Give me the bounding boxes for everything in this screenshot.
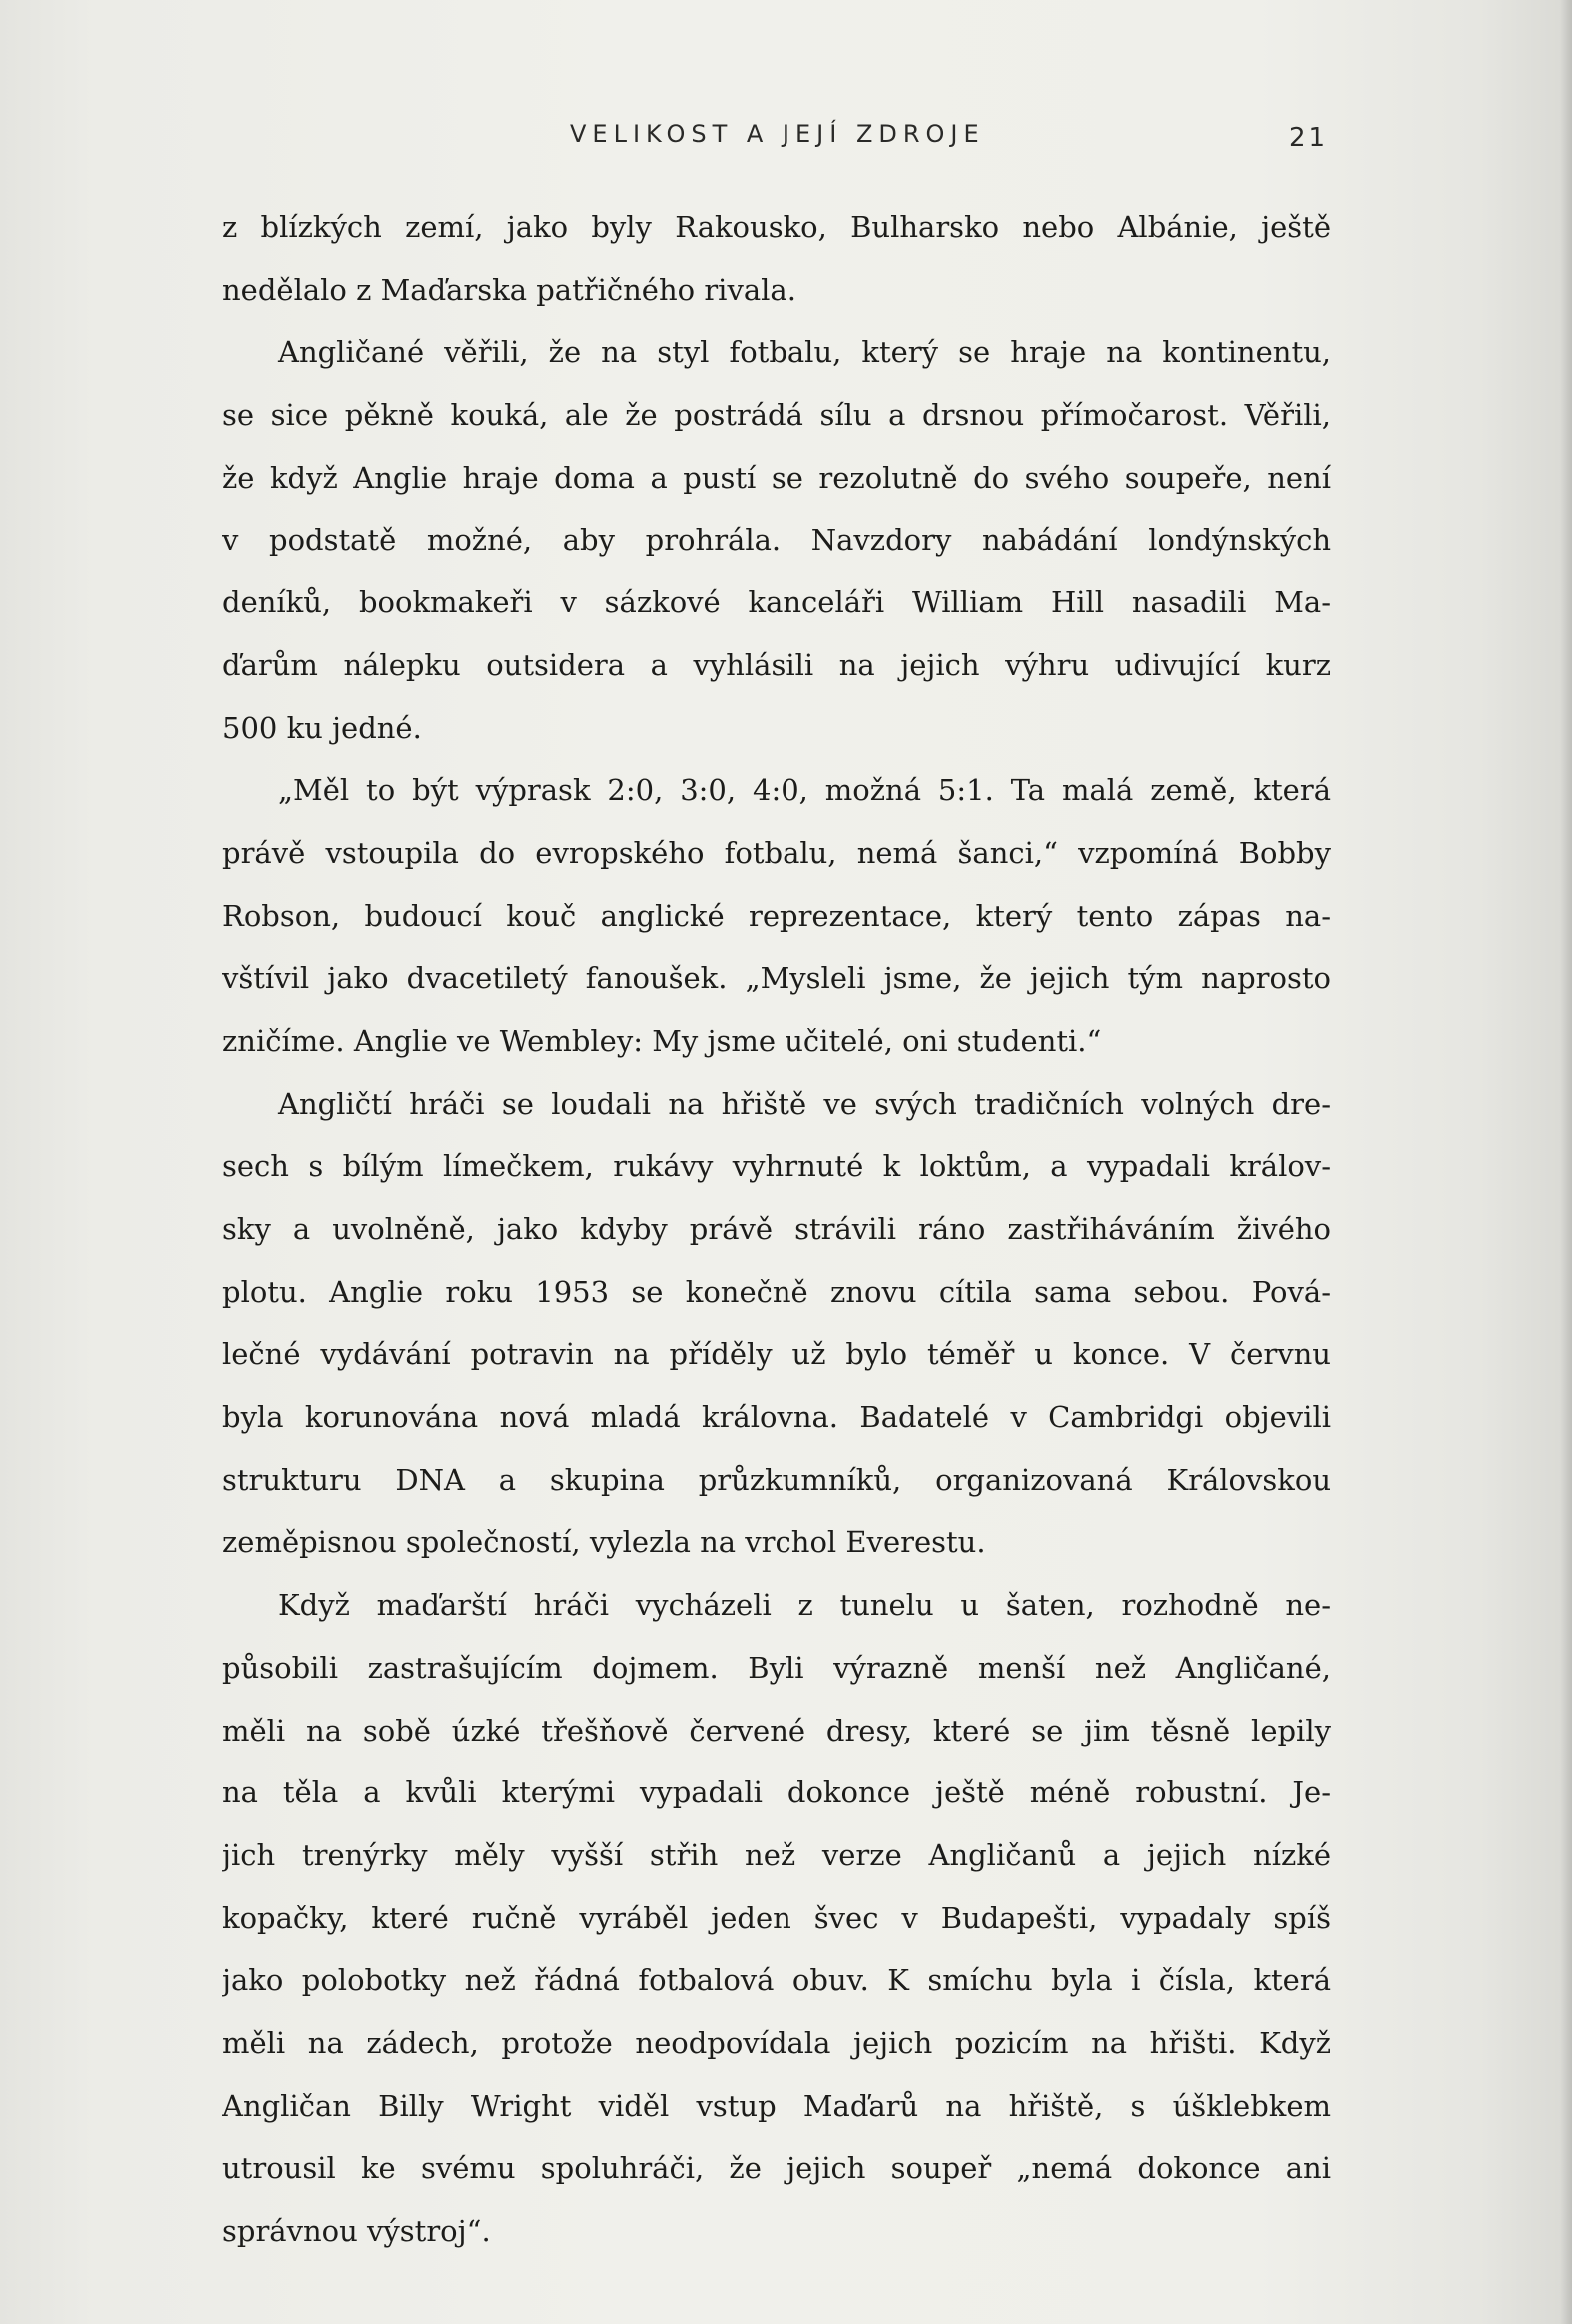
- text-line: deníků, bookmakeři v sázkové kanceláři William Hill nasadili Ma-: [222, 585, 1331, 620]
- text-line: Angličané věřili, že na styl fotbalu, který se hraje na kontinentu,: [278, 335, 1331, 370]
- text-line: zničíme. Anglie ve Wembley: My jsme učitelé, oni studenti.“: [222, 1023, 1102, 1058]
- running-head: [0, 120, 1572, 160]
- text-line: 500 ku jedné.: [222, 710, 422, 745]
- text-line: že když Anglie hraje doma a pustí se rezolutně do svého soupeře, není: [222, 460, 1331, 495]
- text-line: plotu. Anglie roku 1953 se konečně znovu cítila sama sebou. Pová-: [222, 1274, 1331, 1309]
- running-title: VELIKOST A JEJÍ ZDROJE: [570, 120, 985, 148]
- text-line: lečné vydávání potravin na příděly už bylo téměř u konce. V červnu: [222, 1337, 1331, 1372]
- text-line: právě vstoupila do evropského fotbalu, nemá šanci,“ vzpomíná Bobby: [222, 835, 1331, 870]
- text-line: zeměpisnou společností, vylezla na vrchol Everestu.: [222, 1525, 986, 1560]
- text-line: vštívil jako dvacetiletý fanoušek. „Mysleli jsme, že jejich tým naprosto: [222, 961, 1331, 996]
- page-number: 21: [1289, 123, 1329, 153]
- text-line: měli na zádech, protože neodpovídala jejich pozicím na hřišti. Když: [222, 2025, 1331, 2060]
- text-line: jako polobotky než řádná fotbalová obuv. K smíchu byla i čísla, která: [222, 1963, 1331, 1998]
- text-line: jich trenýrky měly vyšší střih než verze Angličanů a jejich nízké: [222, 1837, 1331, 1872]
- text-line: Angličtí hráči se loudali na hřiště ve svých tradičních volných dre-: [278, 1086, 1331, 1121]
- text-line: Angličan Billy Wright viděl vstup Maďarů na hřiště, s úšklebkem: [222, 2088, 1331, 2123]
- text-line: Robson, budoucí kouč anglické reprezentace, který tento zápas na-: [222, 898, 1331, 933]
- text-line: se sice pěkně kouká, ale že postrádá sílu a drsnou přímočarost. Věřili,: [222, 398, 1331, 433]
- text-line: Když maďarští hráči vycházeli z tunelu u šaten, rozhodně ne-: [278, 1588, 1331, 1623]
- text-line: kopačky, které ručně vyráběl jeden švec v Budapešti, vypadaly spíš: [222, 1900, 1331, 1935]
- text-line: „Měl to být výprask 2:0, 3:0, 4:0, možná 5:1. Ta malá země, která: [278, 773, 1331, 808]
- text-line: strukturu DNA a skupina průzkumníků, organizovaná Královskou: [222, 1462, 1331, 1497]
- text-line: na těla a kvůli kterými vypadali dokonce ještě méně robustní. Je-: [222, 1775, 1331, 1810]
- body-text: [222, 196, 1331, 2263]
- text-line: sech s bílým límečkem, rukávy vyhrnuté k loktům, a vypadali králov-: [222, 1149, 1331, 1184]
- text-line: měli na sobě úzké třešňově červené dresy, které se jim těsně lepily: [222, 1713, 1331, 1747]
- text-line: nedělalo z Maďarska patřičného rivala.: [222, 272, 796, 307]
- text-line: sky a uvolněně, jako kdyby právě strávili ráno zastřiháváním živého: [222, 1212, 1331, 1246]
- text-line: správnou výstroj“.: [222, 2214, 491, 2248]
- text-line: utrousil ke svému spoluhráči, že jejich soupeř „nemá dokonce ani: [222, 2151, 1331, 2186]
- text-line: ďarům nálepku outsidera a vyhlásili na jejich výhru udivující kurz: [222, 647, 1331, 682]
- text-line: z blízkých zemí, jako byly Rakousko, Bulharsko nebo Albánie, ještě: [222, 210, 1331, 244]
- text-line: působili zastrašujícím dojmem. Byli výrazně menší než Angličané,: [222, 1650, 1331, 1685]
- text-line: byla korunována nová mladá královna. Badatelé v Cambridgi objevili: [222, 1400, 1331, 1435]
- page-edge-shadow: [1560, 0, 1572, 2324]
- text-line: v podstatě možné, aby prohrála. Navzdory nabádání londýnských: [222, 523, 1331, 558]
